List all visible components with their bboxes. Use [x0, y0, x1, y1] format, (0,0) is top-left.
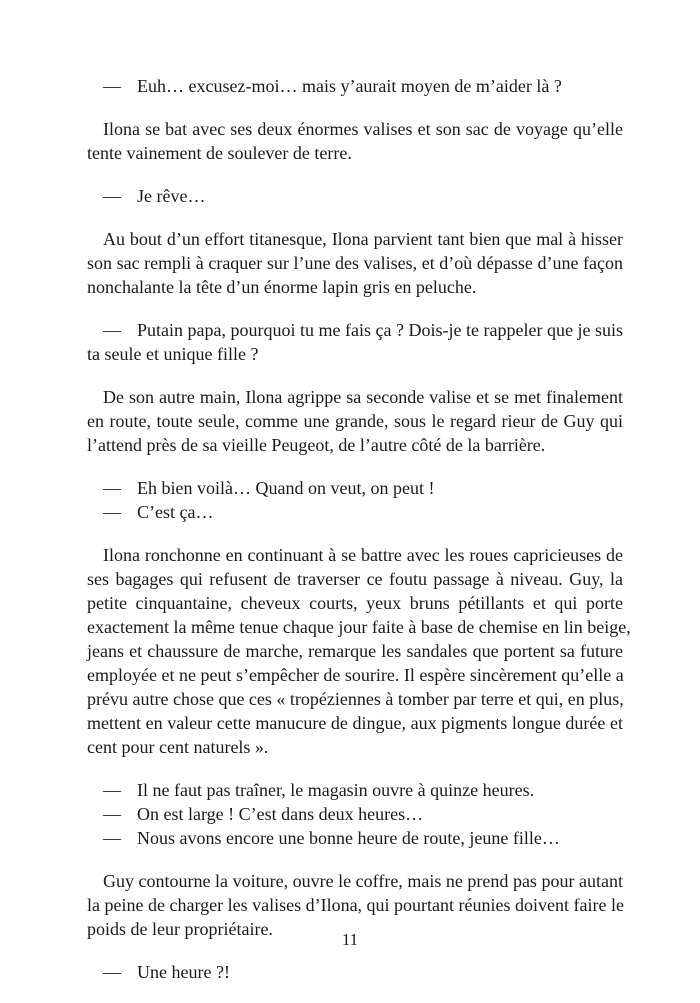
text-line: cent pour cent naturels ». [87, 737, 269, 757]
text-line: jeans et chaussure de marche, remarque les sandales que portent sa future [87, 641, 623, 661]
page-body [87, 74, 631, 1003]
text-line: employée et ne peut s’empêcher de sourire. Il espère sincèrement qu’elle a [87, 665, 624, 685]
dialogue-text: Eh bien voilà… Quand on veut, on peut ! [137, 478, 435, 498]
dialogue-dash: — [103, 478, 121, 498]
page-number: 11 [341, 930, 359, 949]
dialogue-text: Euh… excusez-moi… mais y’aurait moyen de m’aider là ? [137, 76, 562, 96]
text-line: l’attend près de sa vieille Peugeot, de l’autre côté de la barrière. [87, 435, 546, 455]
dialogue-dash: — [103, 320, 121, 340]
text-line: prévu autre chose que ces « tropéziennes à tomber par terre et qui, en plus, [87, 689, 624, 709]
dialogue-line [87, 500, 623, 524]
paragraph [87, 385, 623, 457]
paragraph [87, 543, 631, 759]
dialogue-line [87, 184, 623, 208]
text-line: mettent en valeur cette manucure de dingue, aux pigments longue durée et [87, 713, 623, 733]
dialogue-continuation: ta seule et unique fille ? [87, 344, 259, 364]
dialogue-dash: — [103, 828, 121, 848]
dialogue-line [87, 778, 623, 802]
dialogue-group [87, 184, 623, 208]
dialogue-group [87, 74, 623, 98]
dialogue-dash: — [103, 76, 121, 96]
dialogue-text: Putain papa, pourquoi tu me fais ça ? Dois-je te rappeler que je suis [137, 320, 623, 340]
dialogue-line [87, 826, 623, 850]
dialogue-line [87, 476, 623, 500]
dialogue-dash: — [103, 186, 121, 206]
text-line: tente vainement de soulever de terre. [87, 143, 352, 163]
dialogue-line [87, 802, 623, 826]
text-line: exactement la même tenue chaque jour faite à base de chemise en lin beige, [87, 617, 631, 637]
text-line: De son autre main, Ilona agrippe sa seconde valise et se met finalement [103, 387, 623, 407]
dialogue-text: Nous avons encore une bonne heure de route, jeune fille… [137, 828, 560, 848]
text-line: poids de leur propriétaire. [87, 919, 273, 939]
paragraph [87, 117, 623, 165]
dialogue-text: Je rêve… [137, 186, 206, 206]
dialogue-group [87, 778, 623, 850]
text-line: petite cinquantaine, cheveux courts, yeux bruns pétillants et qui porte [87, 593, 623, 613]
dialogue-group [87, 476, 623, 524]
text-line: Ilona se bat avec ses deux énormes valises et son sac de voyage qu’elle [103, 119, 623, 139]
dialogue-line [87, 318, 623, 342]
dialogue-line [87, 74, 623, 98]
dialogue-group [87, 318, 623, 366]
text-line: Ilona ronchonne en continuant à se battre avec les roues capricieuses de [103, 545, 623, 565]
paragraph [87, 227, 623, 299]
dialogue-dash: — [103, 502, 121, 522]
dialogue-dash: — [103, 962, 121, 982]
text-line: son sac rempli à craquer sur l’une des valises, et d’où dépasse d’une façon [87, 253, 623, 273]
dialogue-group [87, 960, 623, 984]
text-line: ses bagages qui refusent de traverser ce foutu passage à niveau. Guy, la [87, 569, 623, 589]
dialogue-text: Il ne faut pas traîner, le magasin ouvre à quinze heures. [137, 780, 535, 800]
text-line: en route, toute seule, comme une grande, sous le regard rieur de Guy qui [87, 411, 623, 431]
dialogue-text: C’est ça… [137, 502, 214, 522]
dialogue-line [87, 960, 623, 984]
text-line: Au bout d’un effort titanesque, Ilona parvient tant bien que mal à hisser [103, 229, 623, 249]
dialogue-text: On est large ! C’est dans deux heures… [137, 804, 424, 824]
dialogue-dash: — [103, 780, 121, 800]
text-line: la peine de charger les valises d’Ilona, qui pourtant réunies doivent faire le [87, 895, 624, 915]
text-line: Guy contourne la voiture, ouvre le coffre, mais ne prend pas pour autant [103, 871, 623, 891]
dialogue-dash: — [103, 804, 121, 824]
dialogue-text: Une heure ?! [137, 962, 230, 982]
text-line: nonchalante la tête d’un énorme lapin gris en peluche. [87, 277, 477, 297]
